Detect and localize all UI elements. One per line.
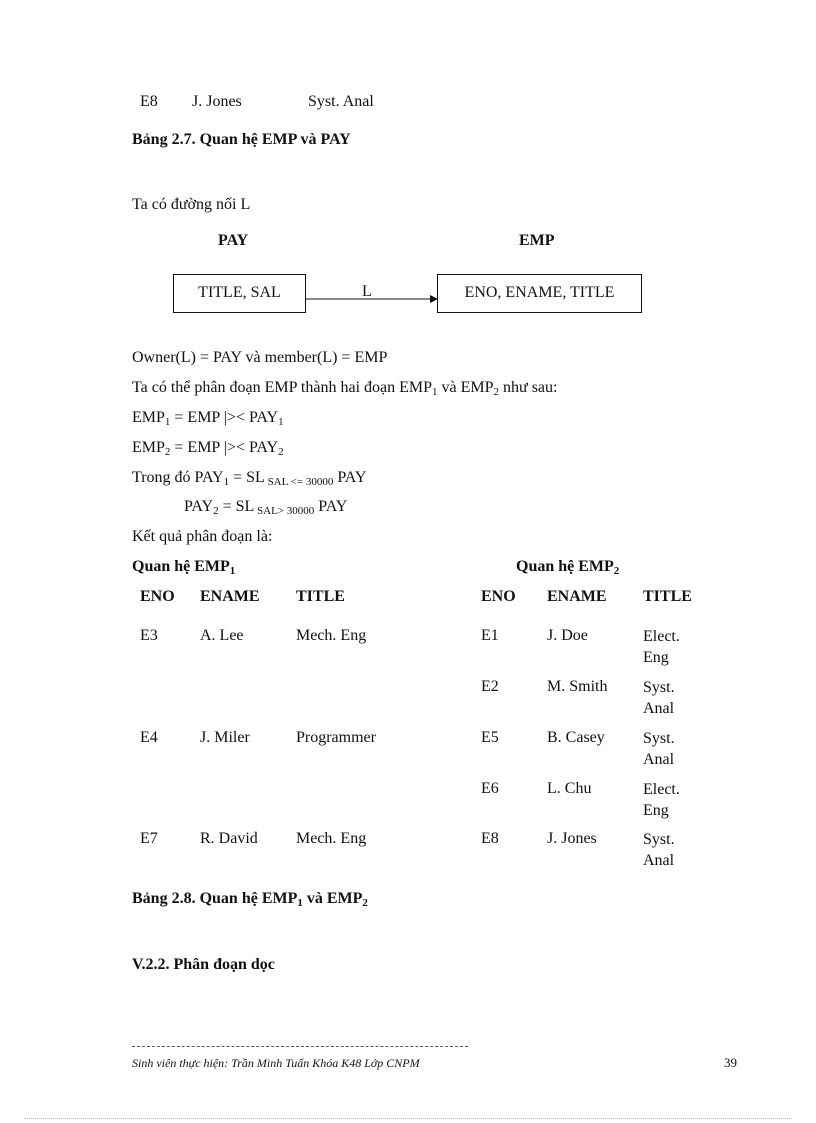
section-heading: V.2.2. Phân đoạn dọc: [132, 956, 275, 973]
emp2-cell: E2: [481, 678, 499, 695]
emp1-cell: Programmer: [296, 729, 376, 746]
footer-text: Sinh viên thực hiện: Trần Minh Tuấn Khóa K48 Lớp CNPM: [132, 1056, 420, 1070]
emp2-cell: E8: [481, 830, 499, 847]
table-caption-2-8: Bảng 2.8. Quan hệ $EMP_1$ và $EMP_2$: [132, 890, 368, 909]
member-box: ENO, ENAME, TITLE: [437, 274, 642, 313]
link-arrow: [305, 292, 439, 306]
emp2-cell: Elect. Eng: [643, 628, 680, 666]
top-row-title: Syst. Anal: [308, 93, 374, 110]
emp2-cell: E5: [481, 729, 499, 746]
page-number: 39: [724, 1055, 737, 1070]
owner-box: TITLE, SAL: [173, 274, 306, 313]
emp2-cell: B. Casey: [547, 729, 605, 746]
emp2-cell: L. Chu: [547, 780, 592, 797]
top-row-eno: E8: [140, 93, 158, 110]
top-row-ename: J. Jones: [192, 93, 242, 110]
page-bottom-divider: [24, 1118, 792, 1119]
pay1-definition: Trong đó $PAY_1$ = SL $_{SAL <= 30000}$ PAY: [132, 469, 367, 488]
emp2-header-title: TITLE: [643, 588, 692, 605]
emp1-cell: E4: [140, 729, 158, 746]
emp1-cell: E3: [140, 627, 158, 644]
emp1-title: Quan hệ $EMP_1$: [132, 558, 236, 577]
emp1-cell: J. Miler: [200, 729, 250, 746]
emp2-cell: E6: [481, 780, 499, 797]
emp1-cell: Mech. Eng: [296, 830, 367, 847]
emp1-cell: Mech. Eng: [296, 627, 367, 644]
emp2-cell: E1: [481, 627, 499, 644]
emp1-cell: A. Lee: [200, 627, 244, 644]
emp2-title: Quan hệ $EMP_2$: [516, 558, 620, 577]
owner-member-line: Owner(L) = PAY và member(L) = EMP: [132, 349, 388, 366]
emp1-header-ename: ENAME: [200, 588, 260, 605]
emp2-cell: J. Jones: [547, 830, 597, 847]
emp2-cell: Syst. Anal: [643, 730, 675, 768]
emp2-header-eno: ENO: [481, 588, 516, 605]
emp2-cell: Syst. Anal: [643, 831, 675, 869]
result-line: Kết quả phân đoạn là:: [132, 528, 273, 545]
split-line: Ta có thể phân đoạn EMP thành hai đoạn $EMP_1$ và $EMP_2$ như sau:: [132, 379, 558, 398]
member-label: EMP: [519, 232, 555, 249]
emp2-header-ename: ENAME: [547, 588, 607, 605]
emp2-cell: Elect. Eng: [643, 781, 680, 819]
intro-text: Ta có đường nối L: [132, 196, 251, 213]
emp1-cell: R. David: [200, 830, 258, 847]
owner-label: PAY: [218, 232, 249, 249]
emp1-header-title: TITLE: [296, 588, 345, 605]
emp2-cell: M. Smith: [547, 678, 608, 695]
emp2-cell: J. Doe: [547, 627, 588, 644]
emp2-cell: Syst. Anal: [643, 679, 675, 717]
link-label: L: [362, 283, 372, 300]
emp1-header-eno: ENO: [140, 588, 175, 605]
table-caption-2-7: Bảng 2.7. Quan hệ EMP và PAY: [132, 131, 351, 148]
pay2-definition: $PAY_2$ = SL $_{SAL> 30000}$ PAY: [184, 498, 348, 517]
emp2-definition: $EMP_2$ = EMP |>< $PAY_2$: [132, 439, 284, 458]
emp1-definition: $EMP_1$ = EMP |>< $PAY_1$: [132, 409, 284, 428]
emp1-cell: E7: [140, 830, 158, 847]
footer-divider: [132, 1046, 468, 1047]
